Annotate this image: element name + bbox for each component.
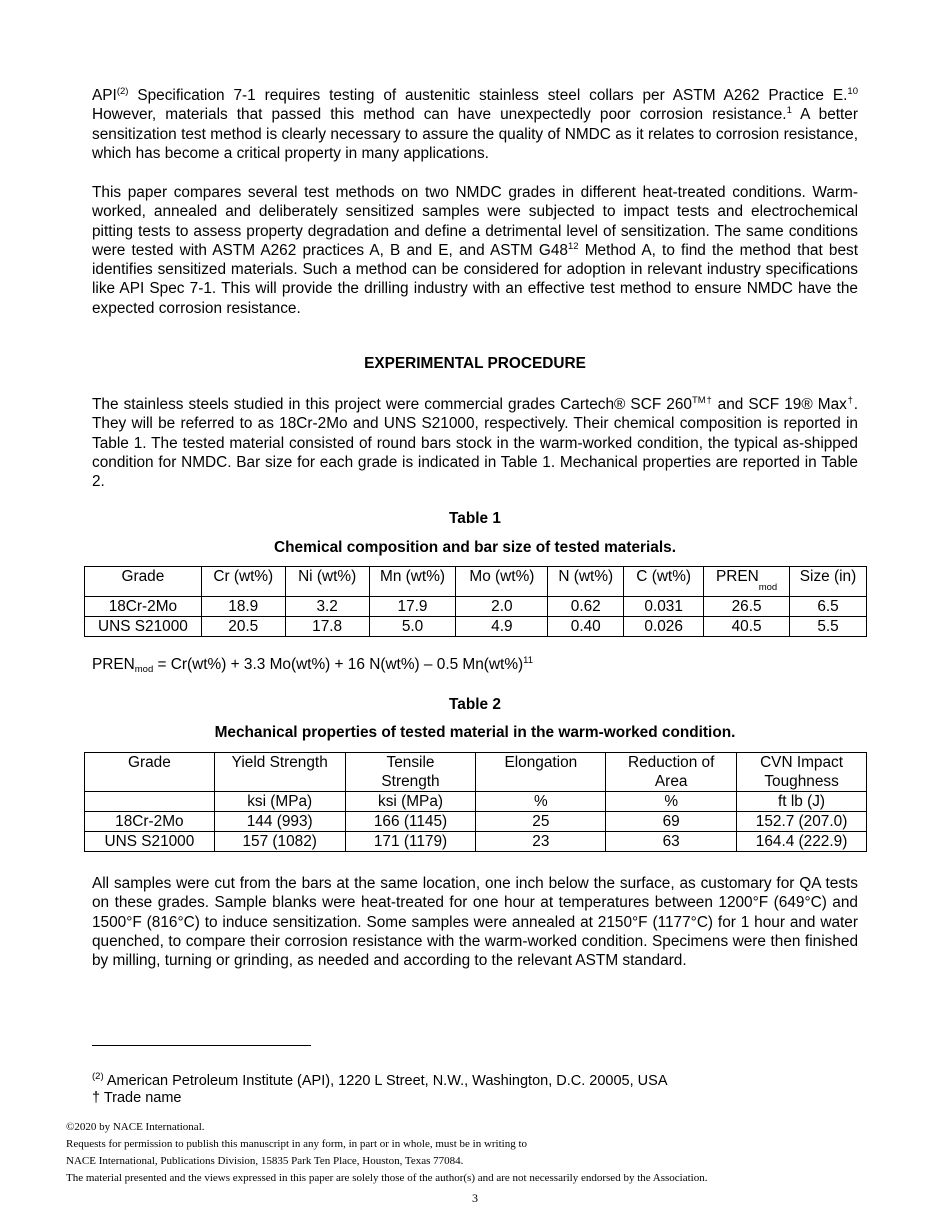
- p1-text-c: However, materials that passed this method can have unexpectedly poor corrosion resistance.: [92, 106, 787, 124]
- header-line-2: Strength: [381, 773, 440, 790]
- header-line-2: Area: [654, 773, 688, 790]
- p3-text-c: . They will be referred to as 18Cr-2Mo and UNS S21000, respectively. Their chemical composition is reported in Table 1. The tested material consisted of round bars stock in the warm-worked condition, the typical as-shipped condition for NMDC. Bar size for each grade is indicated in Table 1. Mechanical properties are reported in Table 2.: [92, 396, 858, 491]
- table-row: [85, 617, 867, 637]
- table-row: [85, 812, 867, 832]
- pren-subscript: mod: [758, 582, 778, 593]
- table1-cell: 0.62: [548, 597, 624, 617]
- table2-cell: 157 (1082): [214, 832, 345, 852]
- table2-unit-cell: ksi (MPa): [214, 792, 345, 812]
- formula-text-b: = Cr(wt%) + 3.3 Mo(wt%) + 16 N(wt%) – 0.5 Mn(wt%): [153, 656, 524, 673]
- table2-header-cell: [345, 753, 476, 792]
- table1-cell: 5.5: [790, 617, 867, 637]
- table1-cell: 18.9: [201, 597, 285, 617]
- p1-text-b: Specification 7-1 requires testing of austenitic stainless steel collars per ASTM A262 Practice E.: [128, 87, 848, 104]
- table1-header-row: [85, 567, 867, 597]
- table1-header-cell: Cr (wt%): [201, 567, 285, 597]
- table2-cell: 69: [606, 812, 737, 832]
- procedure-paragraph-1: [92, 395, 858, 491]
- citation-ref-12: 12: [567, 240, 579, 252]
- footnote-mark: (2): [92, 1071, 104, 1082]
- table2-cell: 63: [606, 832, 737, 852]
- table-row: [85, 597, 867, 617]
- table2-unit-cell: %: [606, 792, 737, 812]
- table1-cell: 17.9: [369, 597, 456, 617]
- table1-header-cell: N (wt%): [548, 567, 624, 597]
- table1-cell: 20.5: [201, 617, 285, 637]
- p1-text-d: A better sensitization test method is clearly necessary to assure the quality of NMDC as it relates to corrosion resistance, which has become a critical property in many applications.: [92, 106, 858, 162]
- formula-subscript: mod: [134, 664, 154, 675]
- table1-cell: 3.2: [285, 597, 369, 617]
- procedure-paragraph-2: All samples were cut from the bars at the same location, one inch below the surface, as customary for QA tests on these grades. Sample blanks were heat-treated for one hour at temperatures between 1200°F (649°C) and 1500°F (816°C) to induce sensitization. Some samples were annealed at 2150°F (1177°C) for 1 hour and water quenched, to compare their corrosion resistance with the warm-worked condition. Specimens were then finished by milling, turning or grinding, as needed and according to the relevant ASTM standard.: [92, 875, 858, 970]
- p2-text-a: This paper compares several test methods on two NMDC grades in different heat-treated conditions. Warm-worked, annealed and deliberately sensitized samples were subjected to impact tests and electrochemical pitting tests to assess property degradation and define a detrimental level of sensitization. The same conditions were tested with ASTM A262 practices A, B and E, and ASTM G48: [92, 184, 858, 259]
- header-line-1: Tensile: [386, 754, 435, 771]
- table1-cell: 17.8: [285, 617, 369, 637]
- table2-header-cell: [737, 753, 867, 792]
- table2-header-cell: [606, 753, 737, 792]
- table1-header-cell: Grade: [85, 567, 202, 597]
- table2-caption: Mechanical properties of tested material in the warm-worked condition.: [214, 724, 736, 741]
- table1-cell: 40.5: [704, 617, 790, 637]
- table-row: [85, 832, 867, 852]
- page-number: 3: [472, 1191, 478, 1205]
- trademark-ref: TM†: [691, 395, 713, 406]
- header-line-1: Elongation: [504, 754, 578, 771]
- table1-cell: 2.0: [456, 597, 548, 617]
- disclaimer-line: The material presented and the views expressed in this paper are solely those of the author(s) and are not necessarily endorsed by the Association.: [66, 1172, 708, 1184]
- table2-cell: 144 (993): [214, 812, 345, 832]
- section-heading: EXPERIMENTAL PROCEDURE: [364, 355, 586, 372]
- table2-unit-cell: %: [476, 792, 606, 812]
- table2-header-row: [85, 753, 867, 792]
- intro-paragraph-1: [92, 86, 858, 163]
- trade-name-ref: †: [846, 395, 854, 406]
- table1-title: Table 1: [449, 510, 501, 527]
- table2-title: Table 2: [449, 696, 501, 713]
- pren-formula: [92, 656, 533, 674]
- citation-ref-11: 11: [523, 655, 534, 666]
- table1-cell: 5.0: [369, 617, 456, 637]
- table2-unit-cell: ksi (MPa): [345, 792, 476, 812]
- header-line-2: Toughness: [764, 773, 839, 790]
- table1-cell: 26.5: [704, 597, 790, 617]
- table1-cell: 18Cr-2Mo: [85, 597, 202, 617]
- table2-cell: 166 (1145): [345, 812, 476, 832]
- header-line-1: Reduction of: [627, 754, 715, 771]
- table1-header-cell: C (wt%): [624, 567, 704, 597]
- table2-unit-cell: ft lb (J): [737, 792, 867, 812]
- header-line-1: Yield Strength: [231, 754, 328, 771]
- table2-cell: 25: [476, 812, 606, 832]
- p3-text-b: and SCF 19® Max: [712, 396, 847, 413]
- citation-ref-1: 1: [786, 105, 792, 117]
- table1-cell: UNS S21000: [85, 617, 202, 637]
- table1-header-cell-pren: [704, 567, 790, 597]
- table1-cell: 0.031: [624, 597, 704, 617]
- table2-cell: 23: [476, 832, 606, 852]
- table2-cell: UNS S21000: [85, 832, 215, 852]
- table1-header-cell: Size (in): [790, 567, 867, 597]
- footnote-text: American Petroleum Institute (API), 1220 L Street, N.W., Washington, D.C. 20005, USA: [103, 1073, 668, 1089]
- table2-header-cell: [85, 753, 215, 792]
- copyright-line: ©2020 by NACE International.: [66, 1121, 205, 1133]
- header-line-1: CVN Impact: [760, 754, 844, 771]
- table1-cell: 0.40: [548, 617, 624, 637]
- table1-header-cell: Ni (wt%): [285, 567, 369, 597]
- table2-header-cell: [476, 753, 606, 792]
- table2-unit-cell: [85, 792, 215, 812]
- header-line-1: Grade: [128, 754, 171, 771]
- permission-line: Requests for permission to publish this manuscript in any form, in part or in whole, must be in writing to: [66, 1138, 528, 1150]
- table1-caption: Chemical composition and bar size of tested materials.: [274, 539, 676, 556]
- table2-cell: 171 (1179): [345, 832, 476, 852]
- citation-ref-10: 10: [847, 86, 858, 97]
- footnote-ref-2: (2): [116, 86, 129, 97]
- table2-header-cell: [214, 753, 345, 792]
- p3-text-a: The stainless steels studied in this project were commercial grades Cartech® SCF 260: [92, 396, 692, 413]
- table2-cell: 164.4 (222.9): [737, 832, 867, 852]
- pren-label: PREN: [715, 568, 759, 585]
- table1-header-cell: Mn (wt%): [369, 567, 456, 597]
- intro-paragraph-2: [92, 183, 858, 318]
- table2-cell: 18Cr-2Mo: [85, 812, 215, 832]
- footnote-trade-name: † Trade name: [92, 1090, 182, 1106]
- table2-units-row: [85, 792, 867, 812]
- table2-cell: 152.7 (207.0): [737, 812, 867, 832]
- address-line: NACE International, Publications Division, 15835 Park Ten Place, Houston, Texas 77084.: [66, 1155, 464, 1167]
- footnote-divider: [92, 1045, 311, 1046]
- formula-text-a: PREN: [92, 656, 135, 673]
- table1-cell: 6.5: [790, 597, 867, 617]
- table1-cell: 4.9: [456, 617, 548, 637]
- p2-text-b: Method A, to find the method that best identifies sensitized materials. Such a method can be considered for adoption in relevant industry specifications like API Spec 7-1. This will provide the drilling industry with an effective test method to ensure NMDC have the expected corrosion resistance.: [92, 241, 858, 317]
- footnote-api: [92, 1073, 668, 1089]
- mechanical-properties-table: [84, 752, 867, 852]
- chemical-composition-table: [84, 566, 867, 637]
- p1-text-a: API: [92, 87, 117, 104]
- table1-header-cell: Mo (wt%): [456, 567, 548, 597]
- table1-cell: 0.026: [624, 617, 704, 637]
